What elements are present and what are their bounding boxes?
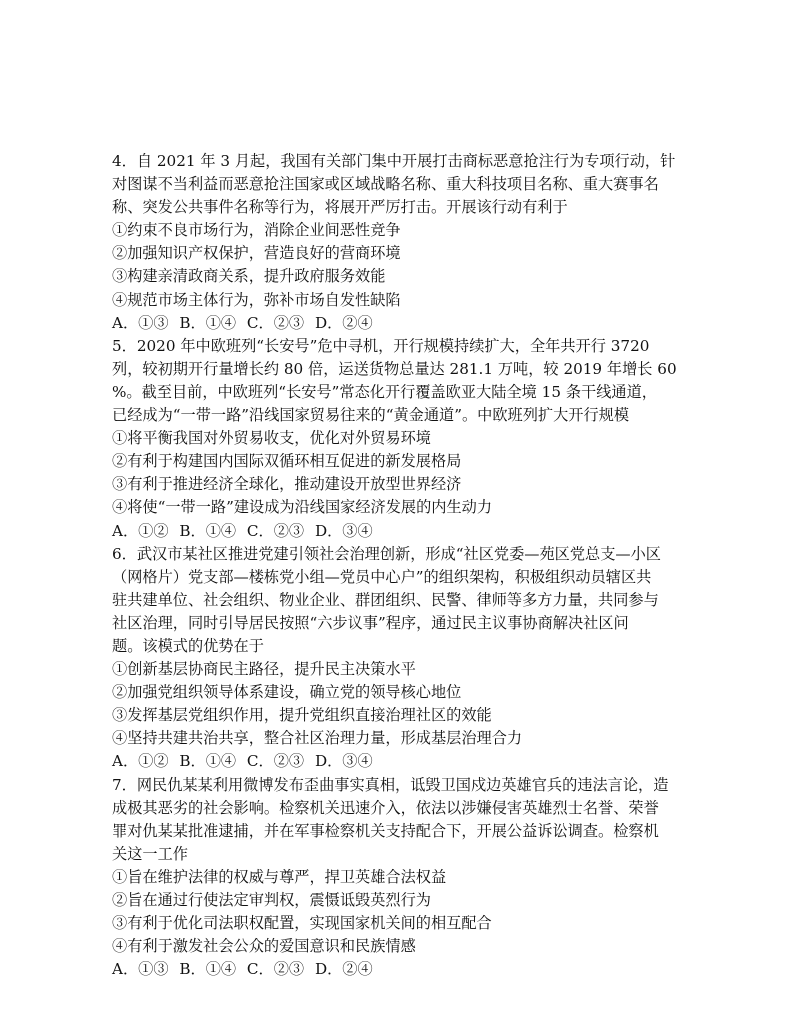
stem-line: 成极其恶劣的社会影响。检察机关迅速介入，依法以涉嫌侵害英雄烈士名誉、荣誉 bbox=[112, 798, 659, 817]
stem-line: 对图谋不当利益而恶意抢注国家或区域战略名称、重大科技项目名称、重大赛事名 bbox=[112, 175, 659, 194]
question-stem bbox=[112, 774, 700, 866]
statement-item: ③有利于优化司法职权配置，实现国家机关间的相互配合 bbox=[112, 914, 492, 933]
option-a: A．①② bbox=[112, 521, 169, 540]
option-b: B．①④ bbox=[179, 313, 237, 332]
statement-item: ①旨在维护法律的权威与尊严，捍卫英雄合法权益 bbox=[112, 867, 447, 886]
stem-line: %。截至目前，中欧班列“长安号”常态化开行覆盖欧亚大陆全境 15 条干线通道， bbox=[112, 382, 657, 401]
question-4 bbox=[112, 150, 700, 335]
answer-options bbox=[112, 958, 700, 981]
option-d: D．②④ bbox=[314, 313, 373, 332]
question-stem bbox=[112, 543, 700, 658]
stem-line: 题。该模式的优势在于 bbox=[112, 636, 264, 655]
statement-item: ③构建亲清政商关系，提升政府服务效能 bbox=[112, 267, 386, 286]
stem-line: 4．自 2021 年 3 月起，我国有关部门集中开展打击商标恶意抢注行为专项行动，针 bbox=[112, 152, 676, 170]
question-7 bbox=[112, 774, 700, 982]
statement-item: ①将平衡我国对外贸易收支，优化对外贸易环境 bbox=[112, 429, 431, 448]
option-b: B．①④ bbox=[179, 521, 237, 540]
option-b: B．①④ bbox=[179, 752, 237, 771]
statement-item: ④坚持共建共治共享，整合社区治理力量，形成基层治理合力 bbox=[112, 729, 523, 748]
stem-line: 列，较初期开行量增长约 80 倍，运送货物总量达 281.1 万吨，较 2019 年增长 60 bbox=[112, 359, 677, 378]
stem-line: 罪对仇某某批准逮捕，并在军事检察机关支持配合下，开展公益诉讼调查。检察机 bbox=[112, 821, 659, 840]
statement-item: ②旨在通过行使法定审判权，震慑诋毁英烈行为 bbox=[112, 891, 431, 909]
option-a: A．①③ bbox=[112, 313, 169, 332]
statement-item: ②有利于构建国内国际双循环相互促进的新发展格局 bbox=[112, 452, 462, 471]
option-a: A．①③ bbox=[112, 960, 169, 979]
question-5 bbox=[112, 335, 700, 543]
stem-line: 7．网民仇某某利用微博发布歪曲事实真相，诋毁卫国戍边英雄官兵的违法言论，造 bbox=[112, 775, 669, 794]
statement-item: ②加强知识产权保护，营造良好的营商环境 bbox=[112, 244, 401, 263]
stem-line: 驻共建单位、社会组织、物业企业、群团组织、民警、律师等多方力量，共同参与 bbox=[112, 590, 659, 609]
option-a: A．①② bbox=[112, 752, 169, 771]
answer-options bbox=[112, 750, 700, 773]
option-d: D．③④ bbox=[314, 521, 373, 540]
option-d: D．②④ bbox=[314, 960, 373, 979]
statement-item: ①创新基层协商民主路径，提升民主决策水平 bbox=[112, 660, 416, 679]
answer-options bbox=[112, 520, 700, 543]
question-stem bbox=[112, 335, 700, 427]
statement-item: ③有利于推进经济全球化，推动建设开放型世界经济 bbox=[112, 475, 462, 494]
option-c: C．②③ bbox=[246, 313, 305, 332]
stem-line: 称、突发公共事件名称等行为，将展开严厉打击。开展该行动有利于 bbox=[112, 198, 568, 217]
stem-line: 已经成为“一带一路”沿线国家贸易往来的“黄金通道”。中欧班列扩大开行规模 bbox=[112, 406, 630, 425]
exam-page bbox=[112, 150, 700, 981]
option-c: C．②③ bbox=[246, 960, 305, 979]
statement-item: ③发挥基层党组织作用，提升党组织直接治理社区的效能 bbox=[112, 706, 492, 725]
stem-line: （网格片）党支部—楼栋党小组—党员中心户”的组织架构，积极组织动员辖区共 bbox=[112, 567, 652, 586]
option-d: D．③④ bbox=[314, 752, 373, 771]
statement-item: ④有利于激发社会公众的爱国意识和民族情感 bbox=[112, 937, 416, 956]
option-b: B．①④ bbox=[179, 960, 237, 979]
answer-options bbox=[112, 312, 700, 335]
statement-item: ④将使“一带一路”建设成为沿线国家经济发展的内生动力 bbox=[112, 498, 493, 517]
option-c: C．②③ bbox=[246, 521, 305, 540]
statement-item: ④规范市场主体行为，弥补市场自发性缺陷 bbox=[112, 290, 401, 309]
stem-line: 关这一工作 bbox=[112, 844, 188, 863]
question-stem bbox=[112, 150, 700, 219]
statement-item: ①约束不良市场行为，消除企业间恶性竞争 bbox=[112, 221, 401, 240]
option-c: C．②③ bbox=[246, 752, 305, 771]
stem-line: 6．武汉市某社区推进党建引领社会治理创新，形成“社区党委—苑区党总支—小区 bbox=[112, 544, 661, 563]
stem-line: 5．2020 年中欧班列“长安号”危中寻机，开行规模持续扩大，全年共开行 3720 bbox=[112, 336, 650, 355]
stem-line: 社区治理，同时引导居民按照“六步议事”程序，通过民主议事协商解决社区问 bbox=[112, 613, 629, 632]
statement-item: ②加强党组织领导体系建设，确立党的领导核心地位 bbox=[112, 683, 462, 702]
question-6 bbox=[112, 543, 700, 774]
